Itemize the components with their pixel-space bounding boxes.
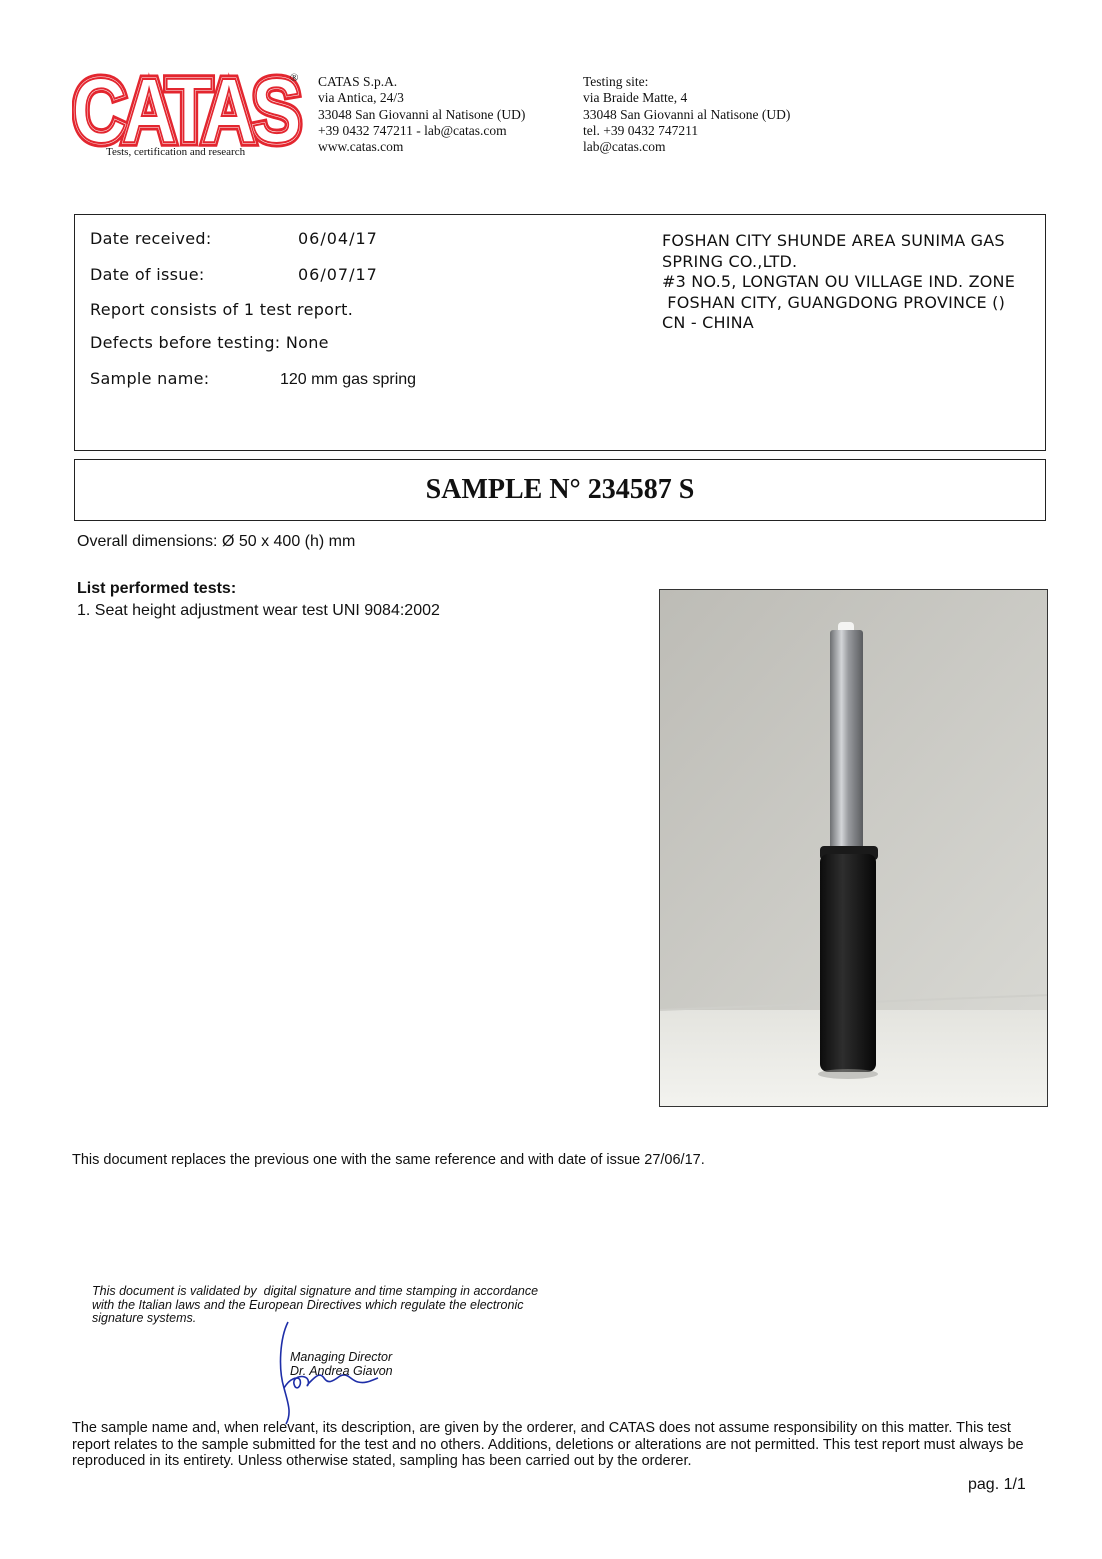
customer-line: SPRING CO.,LTD. — [662, 251, 798, 271]
svg-text:CATAS: CATAS — [72, 70, 300, 150]
date-issue-label: Date of issue: — [90, 265, 205, 284]
page-number: pag. 1/1 — [968, 1476, 1026, 1493]
sample-name-value: 120 mm gas spring — [280, 371, 417, 388]
customer-line: #3 NO.5, LONGTAN OU VILLAGE IND. ZONE — [662, 272, 1016, 291]
date-received-label: Date received: — [90, 229, 212, 248]
gas-spring-image — [660, 590, 1048, 1107]
svg-text:CATAS: CATAS — [72, 70, 300, 150]
address-line: www.catas.com — [318, 139, 404, 155]
report-consists: Report consists of 1 test report. — [90, 300, 354, 319]
address-line: tel. +39 0432 747211 — [583, 122, 699, 138]
replaces-note: This document replaces the previous one with the same reference and with date of issue 27/06/17. — [72, 1152, 705, 1168]
address-line: CATAS S.p.A. — [318, 74, 398, 89]
sample-title-box — [74, 459, 1046, 521]
customer-address — [662, 231, 1022, 334]
signatory-name: Dr. Andrea Giavon — [290, 1364, 393, 1378]
date-received-value: 06/04/17 — [298, 229, 378, 248]
test-item: 1. Seat height adjustment wear test UNI 9084:2002 — [77, 602, 440, 619]
address-line: Testing site: — [583, 74, 649, 89]
sample-name-label: Sample name: — [90, 369, 210, 388]
validation-line: signature systems. — [92, 1311, 197, 1325]
sample-photo — [659, 589, 1048, 1107]
signatory-role: Managing Director — [290, 1350, 393, 1364]
disclaimer: The sample name and, when relevant, its description, are given by the orderer, and CATAS does not assume responsibility on this matter. This test report relates to the sample submitted for the test and no others. Additions, deletions or alterations are not permitted. This test report must always be reproduced in its entirety. Unless otherwise stated, sampling has been carried out by the orderer. — [72, 1420, 1024, 1469]
registered-mark: ® — [290, 72, 299, 84]
date-issue-value: 06/07/17 — [298, 265, 378, 284]
overall-dimensions: Overall dimensions: Ø 50 x 400 (h) mm — [77, 533, 356, 550]
customer-line: FOSHAN CITY SHUNDE AREA SUNIMA GAS — [662, 231, 1005, 250]
svg-text:CATAS: CATAS — [72, 70, 300, 150]
catas-logo-mark — [72, 70, 307, 150]
customer-line: FOSHAN CITY, GUANGDONG PROVINCE () — [662, 292, 1006, 312]
address-line: lab@catas.com — [583, 139, 666, 155]
address-line: 33048 San Giovanni al Natisone (UD) — [583, 106, 791, 122]
sample-title: SAMPLE N° 234587 S — [425, 474, 695, 505]
address-line: via Braide Matte, 4 — [583, 90, 688, 106]
address-line: +39 0432 747211 - lab@catas.com — [318, 122, 507, 138]
tests-heading: List performed tests: — [77, 580, 237, 597]
customer-line: CN - CHINA — [662, 313, 754, 332]
logo-tagline: Tests, certification and research — [106, 146, 246, 158]
signatory — [290, 1350, 393, 1378]
testing-site-address — [583, 74, 790, 155]
validation-line: with the Italian laws and the European Directives which regulate the electronic — [92, 1297, 524, 1312]
defects-before-testing: Defects before testing: None — [90, 333, 329, 352]
validation-line: This document is validated by digital signature and time stamping in accordance — [92, 1284, 539, 1298]
address-line: 33048 San Giovanni al Natisone (UD) — [318, 106, 526, 122]
address-line: via Antica, 24/3 — [318, 90, 404, 106]
company-address — [318, 74, 525, 155]
